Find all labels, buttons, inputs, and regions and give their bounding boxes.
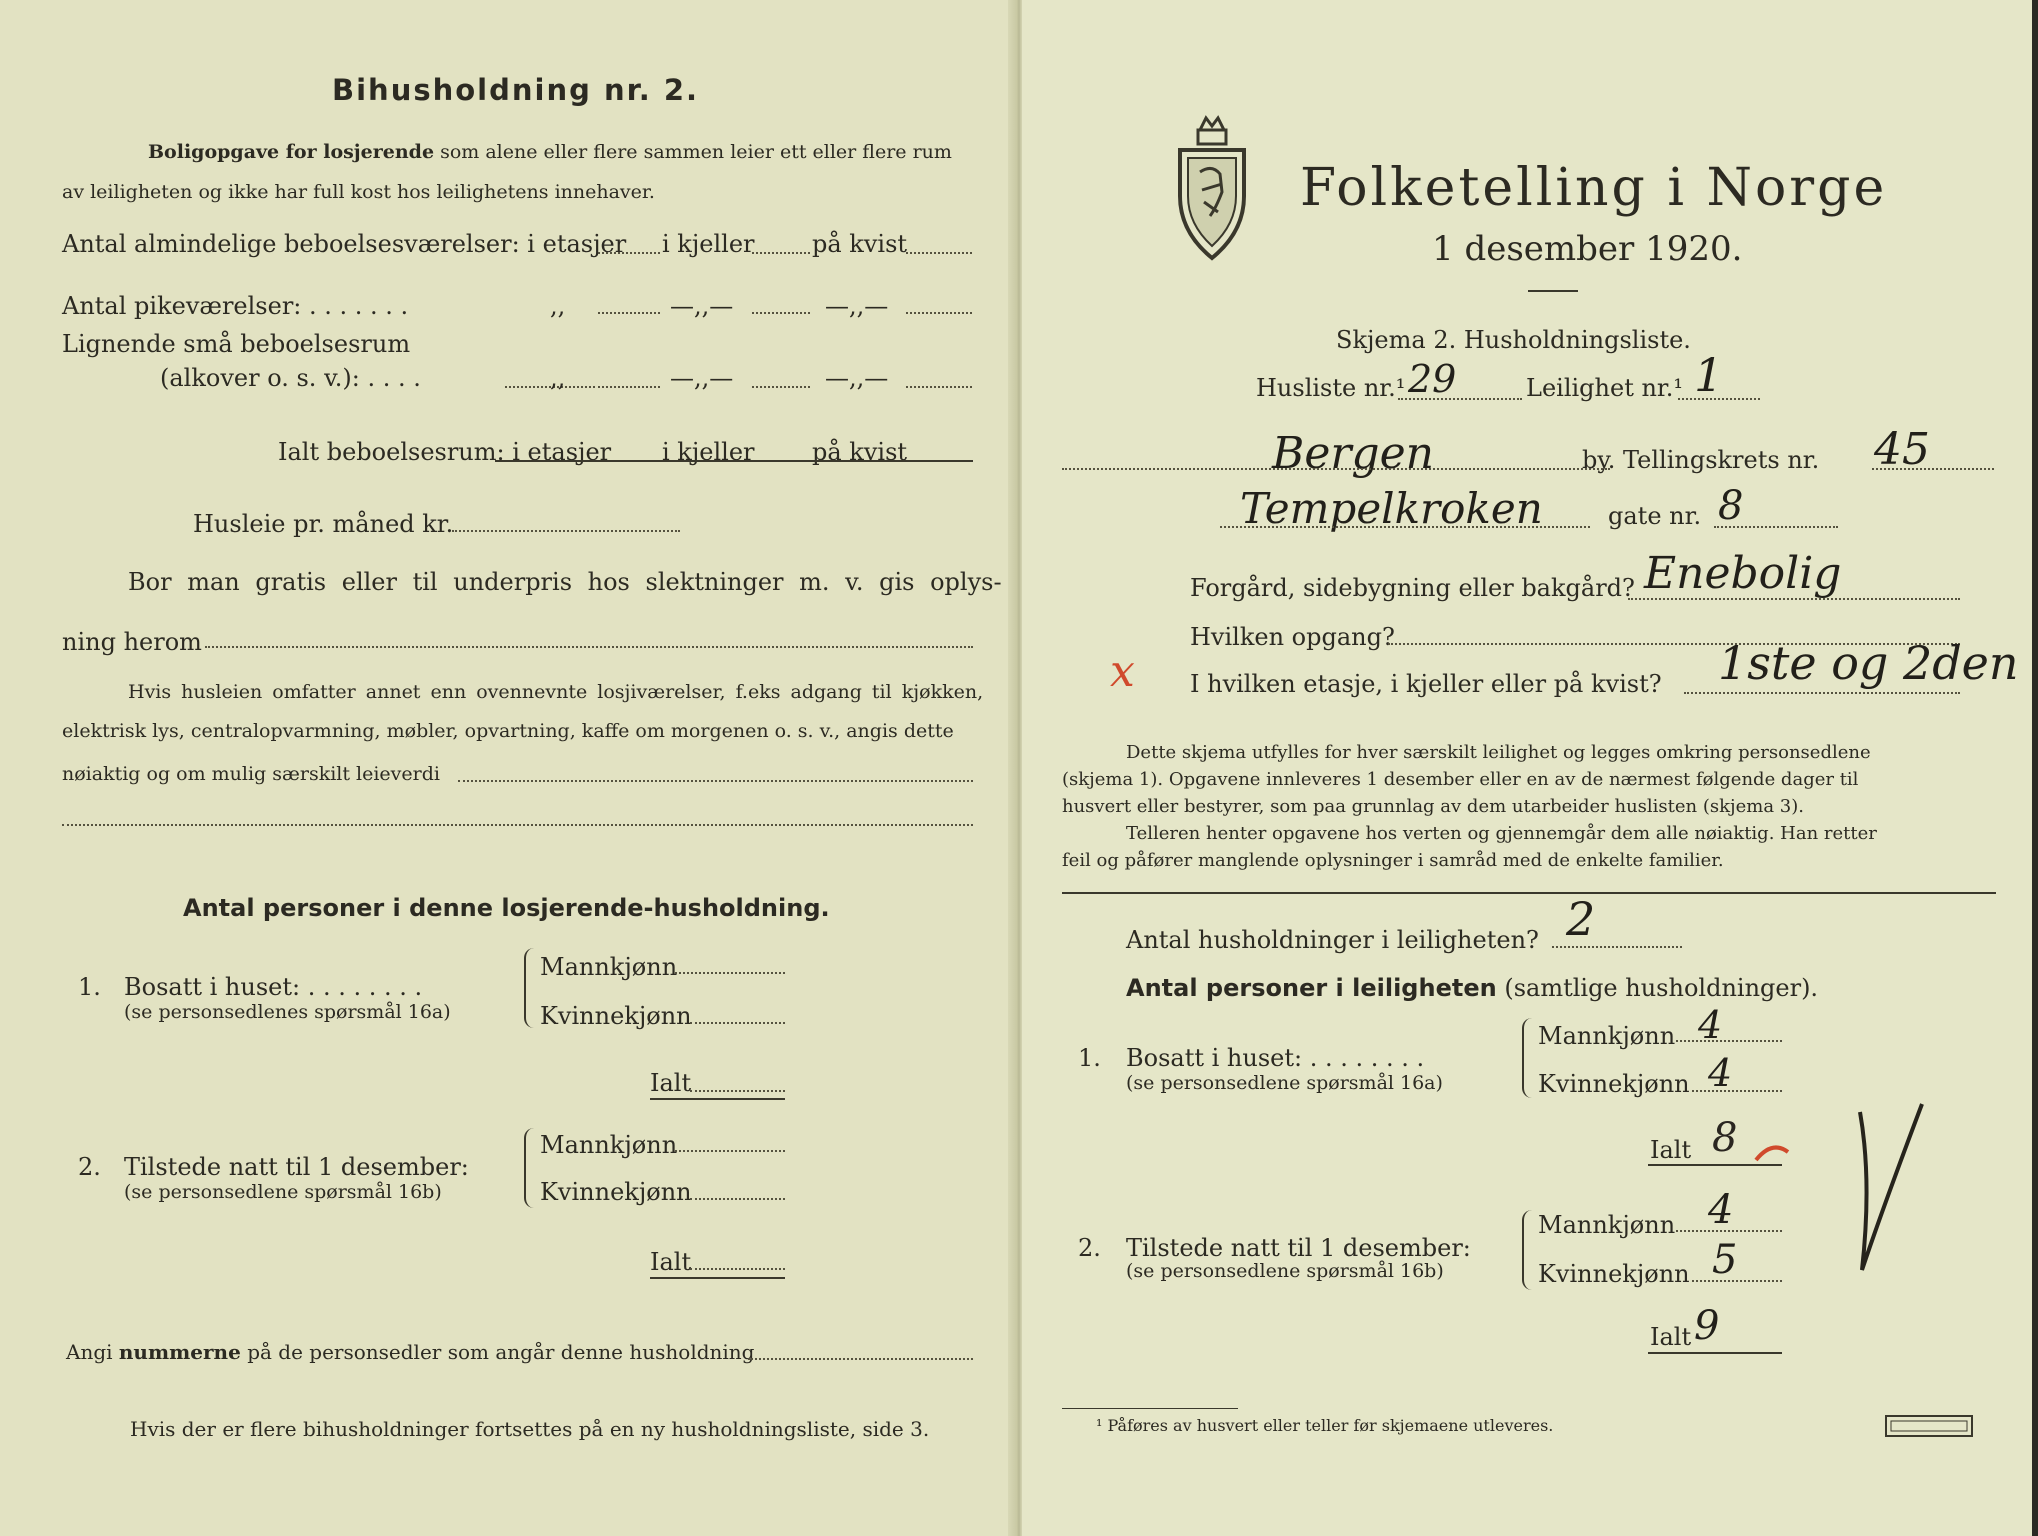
etasje-field[interactable]: [1684, 692, 1960, 694]
rooms-kvist: på kvist: [812, 230, 908, 258]
ialt-rooms-label: Ialt beboelsesrum: i etasjer: [278, 438, 612, 466]
right-title: Folketelling i Norge: [1300, 158, 1888, 218]
red-x-mark: x: [1110, 646, 1135, 697]
left-q2-ialt: Ialt: [650, 1248, 692, 1276]
antal-bold: Antal personer i leiligheten: [1126, 974, 1497, 1002]
intro-line2: av leiligheten og ikke har full kost hos leilighetens innehaver.: [62, 181, 655, 203]
rooms-kvist-field[interactable]: [906, 252, 972, 254]
rooms-kjeller: i kjeller: [662, 230, 755, 258]
forgaard-value: Enebolig: [1644, 548, 1842, 599]
hush-value: 2: [1566, 892, 1596, 946]
pike-ditto-3: —,,—: [825, 292, 889, 320]
lign-ditto-1: ,,: [550, 364, 566, 392]
check-mark-icon: [1712, 1100, 1942, 1290]
footnote: ¹ Påføres av husvert eller teller før skjemaene utleveres.: [1096, 1416, 1554, 1435]
antal-rest: (samtlige husholdninger).: [1504, 974, 1819, 1002]
hvis-line2: elektrisk lys, centralopvarmning, møbler, opvartning, kaffe om morgenen o. s. v., angis dette: [62, 720, 954, 742]
etasje-value: 1ste og 2den: [1718, 636, 2019, 690]
pike-ditto-1: ,,: [550, 292, 566, 320]
right-q1-kvinne-field[interactable]: [1692, 1090, 1782, 1092]
info-rule: [1062, 892, 1996, 894]
left-footer: Hvis der er flere bihusholdninger fortsettes på en ny husholdningsliste, side 3.: [130, 1417, 930, 1441]
lign-etasjer-field[interactable]: [598, 386, 660, 388]
hvis-line1: Hvis husleien omfatter annet enn ovennevnte losjiværelser, f.eks adgang til kjøkken,: [128, 681, 984, 703]
left-q1-mann-field[interactable]: [675, 972, 785, 974]
angi-field[interactable]: [748, 1358, 973, 1360]
by-value: Bergen: [1272, 428, 1434, 479]
gratis-field[interactable]: [205, 646, 973, 648]
right-q1-sub: (se personsedlene spørsmål 16a): [1126, 1072, 1443, 1094]
printer-stamp-icon: [1884, 1414, 1974, 1438]
right-q1-kvinne: Kvinnekjønn: [1538, 1070, 1690, 1098]
right-q2-kvinne: Kvinnekjønn: [1538, 1260, 1690, 1288]
right-q2-ialt-value: 9: [1694, 1303, 1720, 1349]
opgang-label: Hvilken opgang?: [1190, 623, 1395, 651]
angi-1: Angi: [66, 1340, 113, 1364]
left-q2-mann-field[interactable]: [675, 1150, 785, 1152]
left-q2-ialt-field[interactable]: [690, 1268, 785, 1270]
left-q2-mann: Mannkjønn: [540, 1131, 678, 1159]
right-q1-mann-value: 4: [1698, 1003, 1723, 1047]
ialt-rooms-kjeller: i kjeller: [662, 438, 755, 466]
right-page: [1022, 0, 2038, 1536]
left-title: Bihusholdning nr. 2.: [332, 73, 700, 107]
lign-kvist-field[interactable]: [906, 386, 972, 388]
left-q1-brace: [524, 948, 538, 1028]
hvis-line3: nøiaktig og om mulig særskilt leieverdi: [62, 763, 440, 785]
left-q2-num: 2.: [78, 1153, 101, 1181]
gate-field[interactable]: [1220, 526, 1590, 528]
leilighet-field[interactable]: [1678, 398, 1760, 400]
right-q1-mann-field[interactable]: [1676, 1040, 1782, 1042]
info-line3: husvert eller bestyrer, som paa grunnlag av dem utarbeider huslisten (skjema 3).: [1062, 796, 1804, 817]
lign-kjeller-field[interactable]: [752, 386, 810, 388]
gate-value: Tempelkroken: [1240, 484, 1543, 533]
gate-nr-field[interactable]: [1714, 526, 1838, 528]
left-q1-ialt-underline: [650, 1098, 785, 1100]
leilighet-value: 1: [1694, 348, 1724, 402]
right-q1-mann: Mannkjønn: [1538, 1022, 1676, 1050]
right-q2-ialt: Ialt: [1650, 1323, 1692, 1351]
forgaard-label: Forgård, sidebygning eller bakgård?: [1190, 574, 1635, 602]
angi-bold: nummerne: [118, 1340, 241, 1364]
husliste-value: 29: [1408, 357, 1457, 401]
info-line5: feil og påfører manglende oplysninger i samråd med de enkelte familier.: [1062, 850, 1724, 871]
title-rule: [1528, 290, 1578, 292]
left-q2-label: Tilstede natt til 1 desember:: [124, 1153, 469, 1181]
hush-label: Antal husholdninger i leiligheten?: [1126, 926, 1539, 954]
krets-value: 45: [1874, 424, 1930, 475]
left-q2-kvinne: Kvinnekjønn: [540, 1178, 692, 1206]
gate-nr-value: 8: [1718, 483, 1744, 529]
coat-of-arms-icon: [1172, 112, 1252, 262]
lign-line1: Lignende små beboelsesrum: [62, 330, 411, 358]
husliste-field[interactable]: [1398, 398, 1522, 400]
info-line2: (skjema 1). Opgavene innleveres 1 desember eller en av de nærmest følgende dager til: [1062, 769, 1859, 790]
intro-bold: Boligopgave for losjerende: [148, 141, 435, 163]
husleie-label: Husleie pr. måned kr.: [193, 510, 454, 538]
right-q1-label: Bosatt i huset: . . . . . . . .: [1126, 1044, 1425, 1072]
right-q2-mann-value: 4: [1708, 1187, 1734, 1233]
right-q1-ialt-value: 8: [1712, 1115, 1738, 1161]
left-q1-num: 1.: [78, 973, 101, 1001]
left-q2-sub: (se personsedlene spørsmål 16b): [124, 1181, 442, 1203]
leilighet-label: Leilighet nr.¹: [1526, 374, 1684, 402]
info-line4: Telleren henter opgavene hos verten og gjennemgår dem alle nøiaktig. Han retter: [1126, 823, 1877, 844]
right-q1-num: 1.: [1078, 1044, 1101, 1072]
right-date: 1 desember 1920.: [1432, 229, 1743, 269]
gratis-line2: ning herom: [62, 628, 202, 656]
leieverdi-field[interactable]: [458, 780, 973, 782]
rooms-label: Antal almindelige beboelsesværelser: i etasjer: [62, 230, 627, 258]
rooms-kjeller-field[interactable]: [752, 252, 810, 254]
husleie-field[interactable]: [452, 530, 680, 532]
pike-kjeller-field[interactable]: [752, 312, 810, 314]
right-q1-kvinne-value: 4: [1708, 1051, 1733, 1095]
pike-etasjer-field[interactable]: [598, 312, 660, 314]
pike-label: Antal pikeværelser: . . . . . . .: [62, 292, 409, 320]
hush-field[interactable]: [1552, 946, 1682, 948]
left-q1-kvinne: Kvinnekjønn: [540, 1002, 692, 1030]
etasje-label: I hvilken etasje, i kjeller eller på kvist?: [1190, 670, 1662, 698]
right-q2-label: Tilstede natt til 1 desember:: [1126, 1234, 1471, 1262]
right-q1-brace: [1522, 1018, 1536, 1098]
left-q1-sub: (se personsedlenes spørsmål 16a): [124, 1001, 451, 1023]
rooms-etasjer-field[interactable]: [598, 252, 660, 254]
lign-line2: (alkover o. s. v.): . . . .: [160, 364, 421, 392]
left-q1-ialt-field[interactable]: [690, 1090, 785, 1092]
left-q2-brace: [524, 1128, 538, 1208]
ialt-rooms-kvist: på kvist: [812, 438, 908, 466]
left-q1-kvinne-field[interactable]: [690, 1022, 785, 1024]
gate-label: gate nr.: [1608, 502, 1702, 530]
scan-edge: [2032, 0, 2038, 1536]
right-q2-kvinne-value: 5: [1712, 1237, 1738, 1283]
left-q2-ialt-underline: [650, 1277, 785, 1279]
forgaard-field[interactable]: [1628, 598, 1960, 600]
right-q2-brace: [1522, 1210, 1536, 1290]
footnote-rule: [1062, 1408, 1238, 1409]
left-q2-kvinne-field[interactable]: [690, 1198, 785, 1200]
lign-ditto-3: —,,—: [825, 364, 889, 392]
left-page: [0, 0, 1014, 1536]
skjema-label: Skjema 2. Husholdningsliste.: [1336, 326, 1691, 354]
info-line1: Dette skjema utfylles for hver særskilt leilighet og legges omkring personsedlene: [1126, 742, 1871, 763]
intro-rest: som alene eller flere sammen leier ett eller flere rum: [440, 141, 952, 163]
left-q1-mann: Mannkjønn: [540, 953, 678, 981]
by-label: by. Tellingskrets nr.: [1582, 446, 1820, 474]
right-q2-sub: (se personsedlene spørsmål 16b): [1126, 1260, 1444, 1282]
left-antal-heading: Antal personer i denne losjerende-husholdning.: [183, 894, 830, 922]
husliste-label: Husliste nr.¹: [1256, 374, 1406, 402]
right-q2-ialt-underline: [1648, 1352, 1782, 1354]
gratis-line1: Bor man gratis eller til underpris hos slektninger m. v. gis oplys-: [128, 568, 1002, 596]
left-q1-ialt: Ialt: [650, 1069, 692, 1097]
leieverdi-field-2[interactable]: [62, 824, 973, 826]
ialt-rooms-underline: [495, 460, 973, 462]
krets-field[interactable]: [1872, 468, 1994, 470]
right-q2-num: 2.: [1078, 1234, 1101, 1262]
pike-ditto-2: —,,—: [670, 292, 734, 320]
left-q1-label: Bosatt i huset: . . . . . . . .: [124, 973, 423, 1001]
pike-kvist-field[interactable]: [906, 312, 972, 314]
angi-2: på de personsedler som angår denne husholdning: [247, 1340, 755, 1364]
by-field[interactable]: [1062, 468, 1610, 470]
lign-ditto-2: —,,—: [670, 364, 734, 392]
right-q1-ialt: Ialt: [1650, 1136, 1692, 1164]
right-q2-mann: Mannkjønn: [1538, 1211, 1676, 1239]
